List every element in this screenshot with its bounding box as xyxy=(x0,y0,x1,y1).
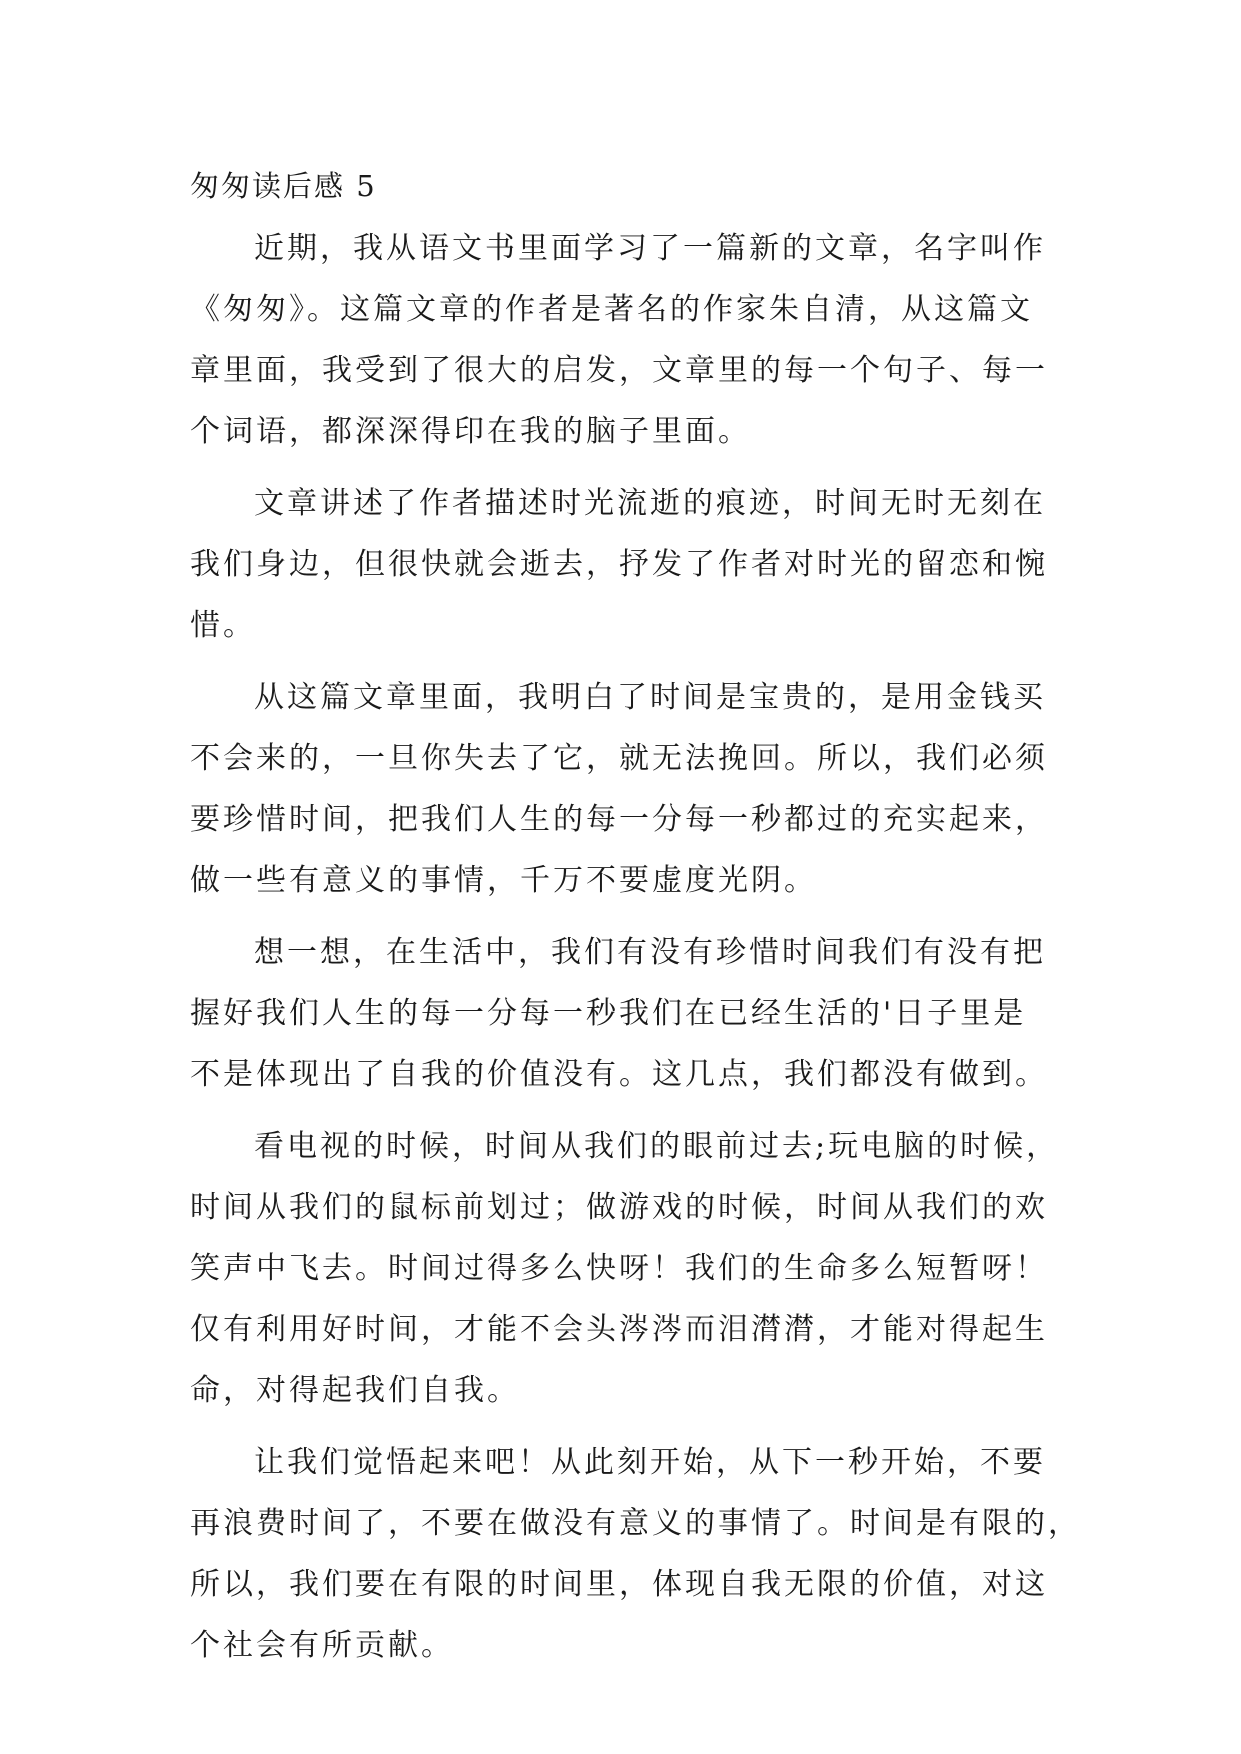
paragraph-line: 想一想，在生活中，我们有没有珍惜时间我们有没有把 xyxy=(254,935,1046,970)
paragraph-line: 让我们觉悟起来吧！从此刻开始，从下一秒开始，不要 xyxy=(254,1445,1046,1480)
document-body xyxy=(190,218,1081,1687)
paragraph-2 xyxy=(190,473,1070,656)
paragraph-line: 从这篇文章里面，我明白了时间是宝贵的，是用金钱买 xyxy=(254,680,1046,715)
paragraph-line: 惜。 xyxy=(190,608,256,643)
paragraph-line: 再浪费时间了，不要在做没有意义的事情了。时间是有限的， xyxy=(190,1506,1081,1541)
paragraph-line: 仅有利用好时间，才能不会头涔涔而泪潸潸，才能对得起生 xyxy=(190,1312,1048,1347)
paragraph-line: 看电视的时候，时间从我们的眼前过去;玩电脑的时候， xyxy=(254,1129,1060,1164)
paragraph-line: 命，对得起我们自我。 xyxy=(190,1373,520,1408)
paragraph-line: 文章讲述了作者描述时光流逝的痕迹，时间无时无刻在 xyxy=(254,486,1046,521)
paragraph-line: 不会来的，一旦你失去了它，就无法挽回。所以，我们必须 xyxy=(190,741,1048,776)
paragraph-1 xyxy=(190,218,1070,462)
paragraph-line: 个词语，都深深得印在我的脑子里面。 xyxy=(190,414,751,449)
paragraph-line: 笑声中飞去。时间过得多么快呀！我们的生命多么短暂呀！ xyxy=(190,1251,1048,1286)
paragraph-line: 我们身边，但很快就会逝去，抒发了作者对时光的留恋和惋 xyxy=(190,547,1048,582)
paragraph-6 xyxy=(190,1432,1081,1676)
paragraph-line: 做一些有意义的事情，千万不要虚度光阴。 xyxy=(190,863,817,898)
paragraph-line: 要珍惜时间，把我们人生的每一分每一秒都过的充实起来， xyxy=(190,802,1048,837)
paragraph-line: 个社会有所贡献。 xyxy=(190,1628,454,1663)
document-title: 匆匆读后感 5 xyxy=(190,169,377,203)
paragraph-line: 握好我们人生的每一分每一秒我们在已经生活的'日子里是 xyxy=(190,996,1027,1031)
paragraph-3 xyxy=(190,667,1070,911)
paragraph-line: 近期，我从语文书里面学习了一篇新的文章，名字叫作 xyxy=(254,231,1046,266)
paragraph-4 xyxy=(190,922,1070,1105)
paragraph-line: 时间从我们的鼠标前划过；做游戏的时候，时间从我们的欢 xyxy=(190,1190,1048,1225)
paragraph-5 xyxy=(190,1116,1070,1421)
paragraph-line: 所以，我们要在有限的时间里，体现自我无限的价值，对这 xyxy=(190,1567,1048,1602)
paragraph-line: 不是体现出了自我的价值没有。这几点，我们都没有做到。 xyxy=(190,1057,1048,1092)
paragraph-line: 章里面，我受到了很大的启发，文章里的每一个句子、每一 xyxy=(190,353,1048,388)
paragraph-line: 《匆匆》。这篇文章的作者是著名的作家朱自清，从这篇文 xyxy=(190,292,1033,327)
